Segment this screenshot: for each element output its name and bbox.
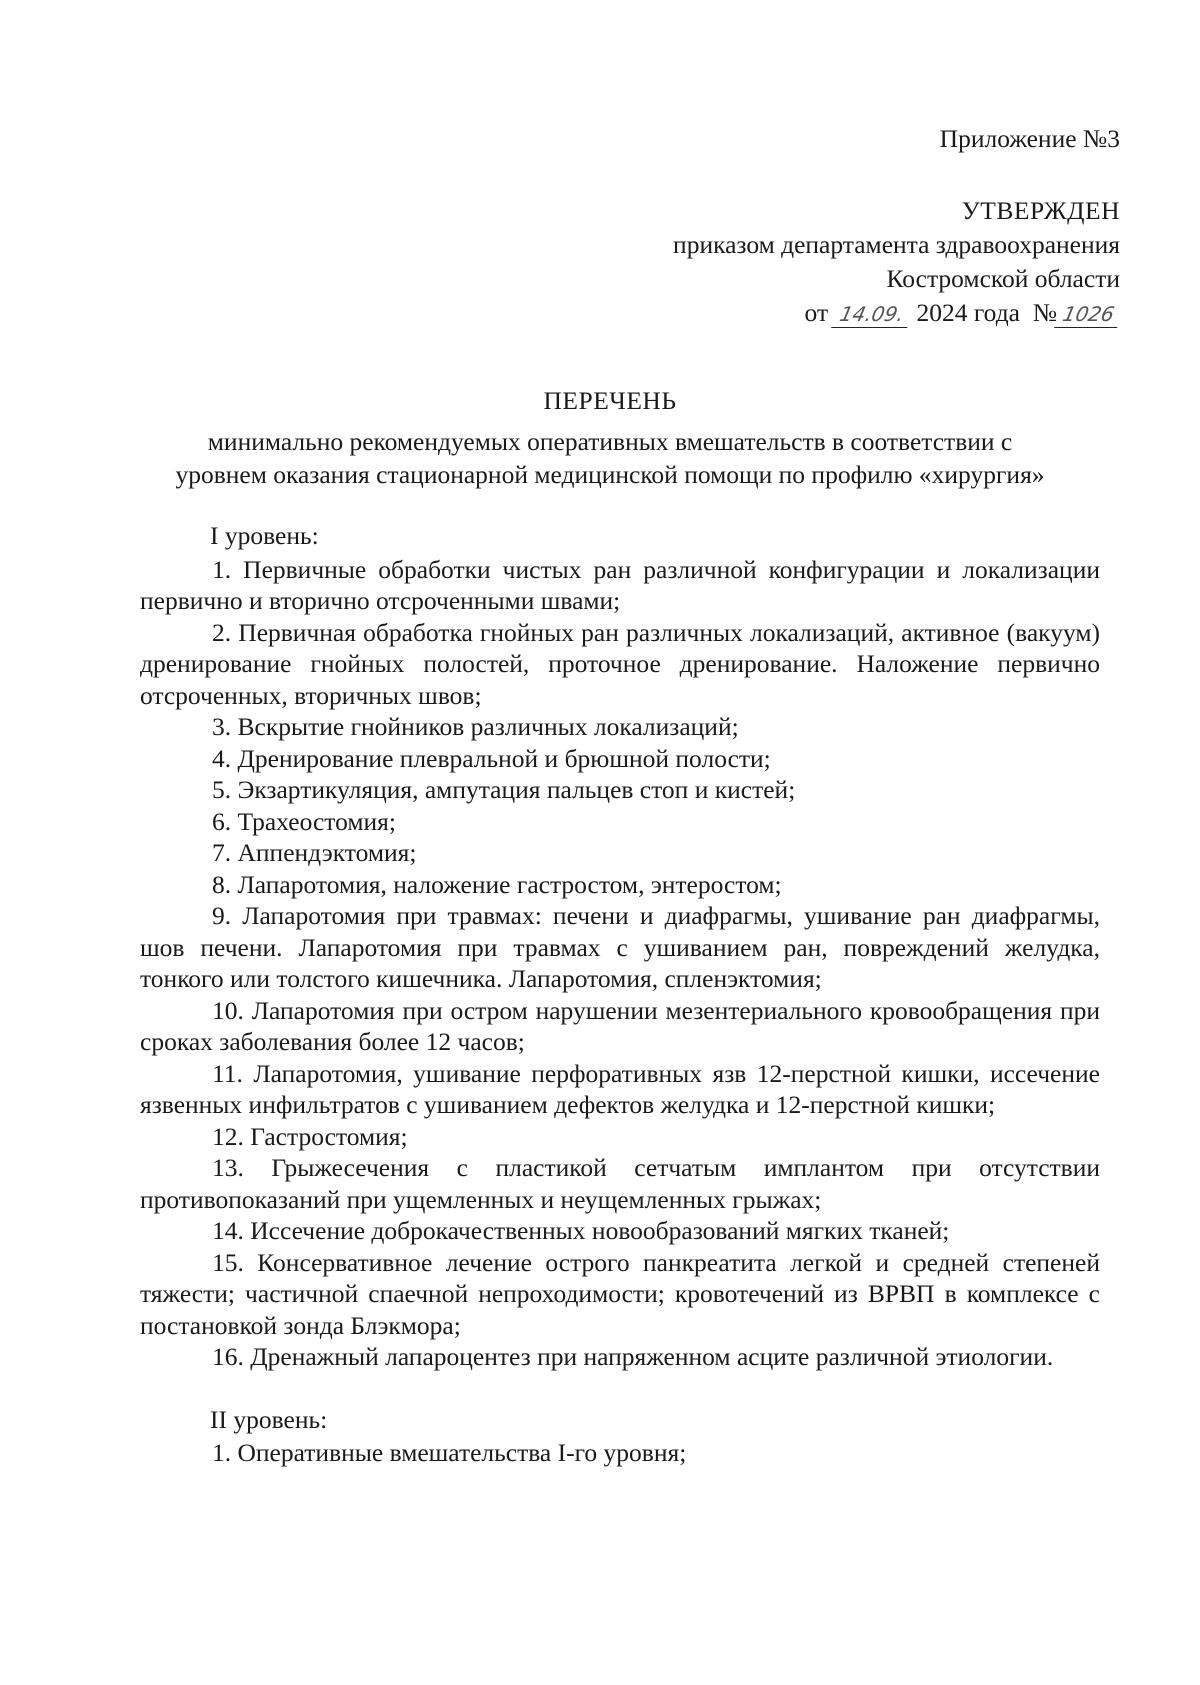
list-item: 8. Лапаротомия, наложение гастростом, энтеростом; bbox=[212, 869, 782, 899]
list-item: 12. Гастростомия; bbox=[212, 1121, 408, 1151]
date-prefix: от bbox=[804, 298, 829, 327]
approved-label: УТВЕРЖДЕН bbox=[961, 196, 1120, 225]
list-item: 13. Грыжесечения с пластикой сетчатым имплантом при отсутствии противопоказаний при ущемленных и неущемленных грыжах; bbox=[140, 1153, 1100, 1214]
list-item: 9. Лапаротомия при травмах: печени и диафрагмы, ушивание ран диафрагмы, шов печени. Лапаротомия при травмах с ушиванием ран, повреждений желудка, тонкого или толстого кишечника. Лапаротомия, спленэктомия; bbox=[140, 901, 1100, 993]
order-line-1: приказом департамента здравоохранения bbox=[673, 230, 1120, 259]
list-item: 1. Первичные обработки чистых ран различной конфигурации и локализации первично и вторично отсроченными швами; bbox=[140, 554, 1100, 615]
handwritten-number: 1026 bbox=[1054, 301, 1123, 328]
list-item: 4. Дренирование плевральной и брюшной полости; bbox=[212, 743, 771, 773]
list-item: 15. Консервативное лечение острого панкреатита легкой и средней степеней тяжести; частичной спаечной непроходимости; кровотечений из ВРВП в комплексе с постановкой зонда Блэкмора; bbox=[140, 1247, 1100, 1340]
subtitle-line-2: уровнем оказания стационарной медицинской помощи по профилю «хирургия» bbox=[175, 460, 1045, 489]
document-title-block bbox=[130, 384, 1090, 491]
list-item: 16. Дренажный лапароцентез при напряженном асците различной этиологии. bbox=[212, 1342, 1054, 1371]
level-heading: I уровень: bbox=[210, 521, 319, 550]
level-2-section bbox=[140, 1404, 1100, 1469]
document-body bbox=[140, 520, 1100, 1469]
appendix-label: Приложение №3 bbox=[939, 124, 1120, 153]
document-title: ПЕРЕЧЕНЬ bbox=[543, 386, 677, 415]
handwritten-date: 14.09. bbox=[832, 301, 913, 328]
date-year: 2024 года bbox=[916, 298, 1020, 327]
list-item: 6. Трахеостомия; bbox=[212, 806, 396, 836]
level-heading: II уровень: bbox=[210, 1404, 328, 1434]
order-date-line bbox=[673, 296, 1120, 330]
level-1-section bbox=[140, 520, 1100, 1373]
number-prefix: № bbox=[1032, 298, 1058, 327]
list-item: 10. Лапаротомия при остром нарушении мезентериального кровообращения при сроках заболевания более 12 часов; bbox=[140, 995, 1100, 1056]
list-item: 1. Оперативные вмешательства I-го уровня; bbox=[212, 1438, 687, 1467]
list-item: 3. Вскрытие гнойников различных локализаций; bbox=[212, 712, 739, 741]
list-item: 14. Иссечение доброкачественных новообразований мягких тканей; bbox=[212, 1216, 950, 1245]
list-item: 5. Экзартикуляция, ампутация пальцев стоп и кистей; bbox=[212, 775, 796, 804]
subtitle-line-1: минимально рекомендуемых оперативных вмешательств в соответствии с bbox=[207, 427, 1013, 456]
list-item: 11. Лапаротомия, ушивание перфоративных язв 12-перстной кишки, иссечение язвенных инфильтратов с ушиванием дефектов желудка и 12-перстной кишки; bbox=[140, 1058, 1100, 1119]
list-item: 7. Аппендэктомия; bbox=[212, 838, 417, 867]
list-item: 2. Первичная обработка гнойных ран различных локализаций, активное (вакуум) дренирование гнойных полостей, проточное дренирование. Наложение первично отсроченных, вторичных швов; bbox=[140, 617, 1100, 710]
order-line-2: Костромской области bbox=[886, 264, 1120, 293]
approval-header bbox=[673, 122, 1120, 330]
